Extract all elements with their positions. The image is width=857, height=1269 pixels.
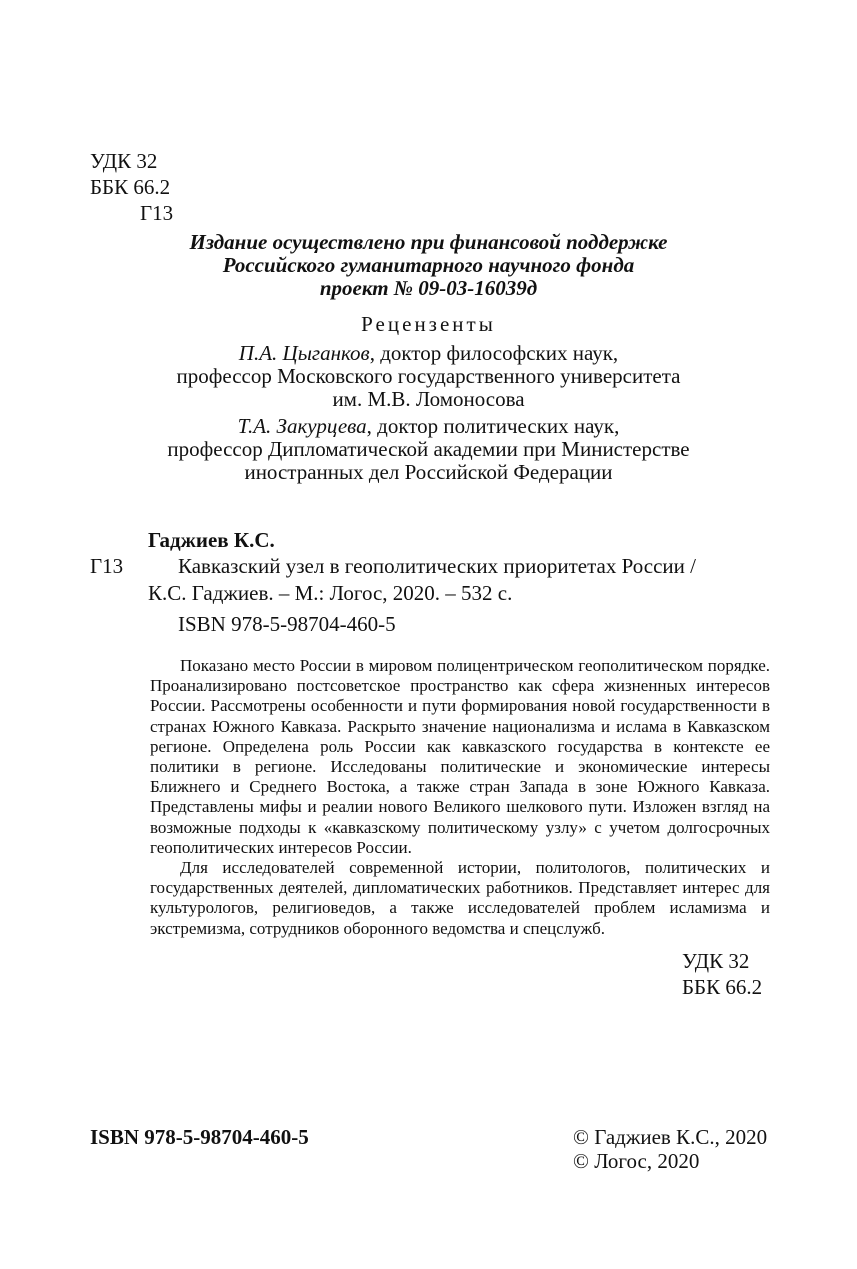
bbk-code-top: ББК 66.2 [90, 175, 171, 199]
reviewer-1-degree: , доктор философских наук, [369, 341, 619, 365]
record-author-mark: Г13 [90, 554, 124, 578]
support-line-2: Российского гуманитарного научного фонда [222, 253, 635, 277]
record-title-line-1: Кавказский узел в геополитических приоритетах России / [178, 554, 696, 578]
record-isbn: ISBN 978-5-98704-460-5 [178, 612, 396, 636]
reviewer-1-line-3: им. М.В. Ломоносова [332, 387, 525, 411]
bbk-code-bottom: ББК 66.2 [682, 975, 763, 999]
copyright-publisher: © Логос, 2020 [573, 1149, 700, 1173]
annotation-paragraph-2: Для исследователей современной истории, политологов, политических и государственных деятелей, дипломатических работников. Представляет интерес для культурологов, религиоведов, а также исследователей проблем исламизма и экстремизма, сотрудников оборонного ведомства и спецслужб. [150, 858, 770, 938]
reviewer-2-line-3: иностранных дел Российской Федерации [244, 460, 613, 484]
reviewer-1-line-2: профессор Московского государственного университета [176, 364, 681, 388]
copyright-author: © Гаджиев К.С., 2020 [573, 1125, 768, 1149]
udk-code-top: УДК 32 [90, 149, 158, 173]
support-line-1: Издание осуществлено при финансовой поддержке [189, 230, 668, 254]
udk-code-bottom: УДК 32 [682, 949, 750, 973]
record-title-line-2: К.С. Гаджиев. – М.: Логос, 2020. – 532 с. [148, 581, 513, 605]
annotation-paragraph-1: Показано место России в мировом полицентрическом геополитическом порядке. Проанализировано постсоветское пространство как сфера жизненных интересов России. Рассмотрены особенности и пути формирования новой государственности в странах Южного Кавказа. Раскрыто значение национализма и ислама в Кавказском регионе. Определена роль России как кавказского государства в контексте ее политики в регионе. Исследованы политические и экономические интересы Ближнего и Среднего Востока, а также стран Запада в зоне Южного Кавказа. Представлены мифы и реалии нового Великого шелкового пути. Изложен взгляд на возможные подходы к «кавказскому политическому узлу» с учетом долгосрочных геополитических интересов России. [150, 656, 770, 857]
reviewer-2-line-2: профессор Дипломатической академии при Министерстве [167, 437, 690, 461]
reviewer-2-degree: , доктор политических наук, [366, 414, 620, 438]
reviewers-heading: Рецензенты [361, 312, 496, 336]
reviewer-1-name: П.А. Цыганков [238, 341, 370, 365]
reviewer-2-name: Т.А. Закурцева [237, 414, 367, 438]
author-mark-top: Г13 [140, 201, 174, 225]
footer-isbn: ISBN 978-5-98704-460-5 [90, 1125, 309, 1149]
support-line-3: проект № 09-03-16039д [319, 276, 538, 300]
record-author: Гаджиев К.С. [148, 528, 275, 552]
